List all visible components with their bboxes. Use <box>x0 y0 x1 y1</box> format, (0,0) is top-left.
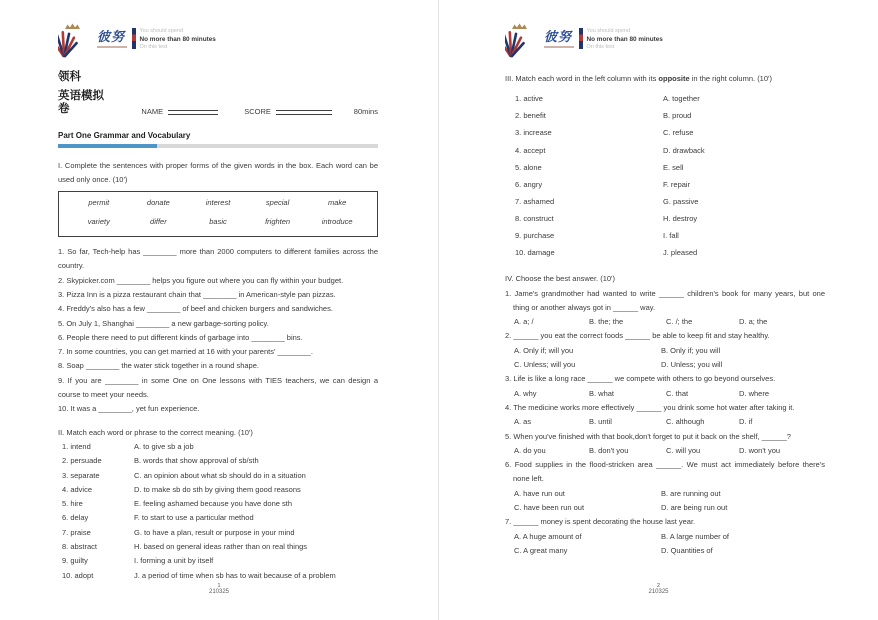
school-name: 领科 <box>58 71 81 83</box>
match-definition: G. to have a plan, result or purpose in your mind <box>134 527 295 537</box>
match-word: 7. praise <box>62 527 91 537</box>
match-word: 5. hire <box>62 499 83 509</box>
match-opposite: C. refuse <box>663 128 694 138</box>
option: C. /; the <box>666 317 693 327</box>
brand-text <box>97 30 127 48</box>
question-text: 5. When you've finished with that book,don't forget to put it back on the shelf, ______? <box>505 431 791 441</box>
match-word: 5. alone <box>515 162 542 172</box>
option: A. as <box>514 417 532 427</box>
option: A. have run out <box>514 488 565 498</box>
question-text: 1. Jame's grandmother had wanted to write ______ children's book for many years, but one thing or another always got in ______ way. <box>505 288 825 312</box>
match-definition: A. to give sb a job <box>134 441 194 451</box>
option: B. Only if; you will <box>661 345 721 355</box>
question-options <box>505 344 825 373</box>
ribbon-icon <box>132 28 136 49</box>
word-bank-item: differ <box>150 217 167 227</box>
option: A. Only if; will you <box>514 345 574 355</box>
note-line-2: No more than 80 minutes <box>139 35 216 43</box>
match-opposite: D. drawback <box>663 145 705 155</box>
match-word: 2. persuade <box>62 456 102 466</box>
question-options <box>505 530 825 559</box>
name-label: NAME <box>141 107 164 116</box>
section2 <box>58 426 378 583</box>
option: C. Unless; will you <box>514 360 576 370</box>
match-word: 7. ashamed <box>515 196 555 206</box>
option: C. will you <box>666 445 701 455</box>
match-opposite: G. passive <box>663 196 699 206</box>
page-header <box>505 22 825 64</box>
page-2 <box>439 0 878 620</box>
match-word: 9. guilty <box>62 556 88 566</box>
match-opposite: E. sell <box>663 162 684 172</box>
question-options <box>505 444 825 458</box>
sentence-item: 7. In some countries, you can get married at 16 with your parents' ________. <box>58 347 313 357</box>
option: B. don't you <box>589 445 629 455</box>
note-line-3: On this test <box>586 44 615 50</box>
option: B. A large number of <box>661 531 729 541</box>
time-note <box>132 28 216 51</box>
section1-instruction: I. Complete the sentences with proper forms of the given words in the box. Each word can be used only once. (10') <box>58 160 378 184</box>
word-bank-item: frighten <box>265 217 291 227</box>
match-word: 8. abstract <box>62 542 98 552</box>
word-bank-item: donate <box>146 198 170 208</box>
match-row <box>505 142 825 159</box>
option: A. A huge amount of <box>514 531 582 541</box>
match-word: 1. active <box>515 94 543 104</box>
match-word: 3. increase <box>515 128 552 138</box>
option: B. what <box>589 388 615 398</box>
question-text: 2. ______ you eat the correct foods ______ be able to keep fit and stay healthy. <box>505 331 770 341</box>
match-definition: J. a period of time when sb has to wait because of a problem <box>134 570 336 580</box>
ribbon-icon <box>579 28 583 49</box>
word-bank-item: variety <box>87 217 110 227</box>
match-row <box>505 193 825 210</box>
question-text: 3. Life is like a long race ______ we compete with others to go beyond ourselves. <box>505 374 776 384</box>
page1-footer <box>0 583 438 597</box>
match-opposite: F. repair <box>663 179 691 189</box>
sentence-item: 8. Soap ________ the water stick together in a round shape. <box>58 361 259 371</box>
brand-subtext-strip <box>544 46 574 48</box>
option: C. although <box>666 417 705 427</box>
match-row <box>505 124 825 141</box>
match-word: 3. separate <box>62 470 100 480</box>
match-row <box>505 107 825 124</box>
match-row <box>58 483 378 497</box>
fan-crown-icon <box>58 22 94 60</box>
match-definition: C. an opinion about what sb should do in a situation <box>134 470 306 480</box>
word-bank-item: special <box>265 198 290 208</box>
option: C. A great many <box>514 545 568 555</box>
match-word: 10. damage <box>515 248 555 258</box>
match-row <box>505 210 825 227</box>
question-text: 6. Food supplies in the flood-stricken area ______. We must act immediately before there's none left. <box>505 460 825 484</box>
match-definition: B. words that show approval of sb/sth <box>134 456 259 466</box>
match-opposite: J. pleased <box>663 248 698 258</box>
brand-logo <box>58 22 132 60</box>
match-word: 9. purchase <box>515 231 555 241</box>
note-line-1: You should spend <box>139 28 184 34</box>
option: B. are running out <box>661 488 721 498</box>
match-row <box>505 159 825 176</box>
word-bank-item: permit <box>88 198 110 208</box>
match-row <box>505 227 825 244</box>
brand-subtext-strip <box>97 46 127 48</box>
match-word: 1. intend <box>62 441 91 451</box>
option: B. until <box>589 417 612 427</box>
word-bank-item: interest <box>205 198 231 208</box>
sentence-item: 2. Skypicker.com ________ helps you figure out where you can fly within your budget. <box>58 275 344 285</box>
part-progress-fill <box>58 144 157 148</box>
question-options <box>505 315 825 329</box>
note-line-1: You should spend <box>586 28 631 34</box>
section3-list <box>505 90 825 261</box>
match-row <box>58 540 378 554</box>
name-blank-line <box>168 110 218 115</box>
word-bank-item: basic <box>209 217 227 227</box>
page-header <box>58 22 378 64</box>
section4-questions <box>505 287 825 559</box>
sentence-item: 6. People there need to put different kinds of garbage into ________ bins. <box>58 332 303 342</box>
option: C. that <box>666 388 689 398</box>
page-number: 2 <box>656 582 661 589</box>
option: D. are being run out <box>661 502 728 512</box>
page2-footer <box>439 583 878 597</box>
match-row <box>58 469 378 483</box>
part-progress-bar <box>58 144 378 148</box>
match-word: 8. construct <box>515 213 554 223</box>
option: A. do you <box>514 445 546 455</box>
sentence-item: 3. Pizza Inn is a pizza restaurant chain that ________ in American-style pan pizzas. <box>58 289 336 299</box>
match-row <box>58 511 378 525</box>
question-text: 7. ______ money is spent decorating the house last year. <box>505 517 696 527</box>
brand-logo <box>505 22 579 60</box>
section3-title-bold: opposite <box>658 74 690 83</box>
match-row <box>58 440 378 454</box>
paper-title: 英语模拟卷 <box>58 90 104 115</box>
option: D. if <box>739 417 753 427</box>
word-bank-item: make <box>328 198 347 208</box>
option: D. won't you <box>739 445 781 455</box>
match-row <box>505 90 825 107</box>
question-options <box>505 387 825 401</box>
question-options <box>505 487 825 516</box>
match-definition: D. to make sb do sth by giving them good reasons <box>134 484 301 494</box>
sentence-item: 1. So far, Tech-help has ________ more than 2000 computers to different families across the country. <box>58 247 378 271</box>
note-line-2: No more than 80 minutes <box>586 35 663 43</box>
sentence-item: 5. On July 1, Shanghai ________ a new garbage-sorting policy. <box>58 318 269 328</box>
match-word: 4. accept <box>515 145 546 155</box>
match-row <box>505 176 825 193</box>
match-row <box>58 526 378 540</box>
match-row <box>58 554 378 568</box>
question-text: 4. The medicine works more effectively ______ you drink some hot water after taking it. <box>505 402 795 412</box>
brand-characters: 彼努 <box>97 29 126 44</box>
option: D. Quantities of <box>661 545 713 555</box>
sentence-item: 10. It was a ________, yet fun experience. <box>58 404 200 414</box>
part-one-title: Part One Grammar and Vocabulary <box>58 131 191 140</box>
option: D. where <box>739 388 770 398</box>
document-code: 210325 <box>648 589 669 595</box>
match-definition: F. to start to use a particular method <box>134 513 254 523</box>
match-word: 6. delay <box>62 513 89 523</box>
option: D. a; the <box>739 317 768 327</box>
option: B. the; the <box>589 317 624 327</box>
note-line-3: On this test <box>139 44 168 50</box>
match-opposite: I. fall <box>663 231 679 241</box>
fan-crown-icon <box>505 22 541 60</box>
match-opposite: H. destroy <box>663 213 698 223</box>
page-number: 1 <box>217 582 221 589</box>
match-word: 10. adopt <box>62 570 94 580</box>
word-bank-box <box>58 191 378 237</box>
title-row <box>58 90 378 116</box>
document-code: 210325 <box>208 589 230 595</box>
score-label: SCORE <box>244 107 271 116</box>
match-row <box>505 244 825 261</box>
option: A. why <box>514 388 537 398</box>
brand-characters: 彼努 <box>544 29 573 44</box>
match-opposite: A. together <box>663 94 700 104</box>
brand-text <box>544 30 574 48</box>
match-row <box>58 454 378 468</box>
duration-label: 80mins <box>353 107 378 116</box>
option: A. a; / <box>514 317 534 327</box>
section3-title: III. Match each word in the left column with its opposite in the right column. (10') <box>505 74 772 83</box>
question-options <box>505 415 825 429</box>
match-row <box>58 569 378 583</box>
section1-sentences <box>58 245 378 417</box>
word-bank-item: introduce <box>321 217 353 227</box>
score-blank-line <box>276 110 332 115</box>
match-word: 4. advice <box>62 484 93 494</box>
match-word: 6. angry <box>515 179 543 189</box>
match-opposite: B. proud <box>663 111 692 121</box>
match-definition: H. based on general ideas rather than on real things <box>134 542 308 552</box>
match-definition: E. feeling ashamed because you have done sth <box>134 499 293 509</box>
match-word: 2. benefit <box>515 111 546 121</box>
option: D. Unless; you will <box>661 360 723 370</box>
sentence-item: 9. If you are ________ in some One on One lessons with TIES teachers, we can design a course to meet your needs. <box>58 375 378 400</box>
section4-title: IV. Choose the best answer. (10') <box>505 274 615 284</box>
match-definition: I. forming a unit by itself <box>134 556 214 566</box>
time-note <box>579 28 663 51</box>
option: C. have been run out <box>514 502 585 512</box>
match-row <box>58 497 378 511</box>
page-1 <box>0 0 438 620</box>
section2-title: II. Match each word or phrase to the correct meaning. (10') <box>58 427 253 437</box>
sentence-item: 4. Freddy's also has a few ________ of beef and chicken burgers and sandwiches. <box>58 304 333 314</box>
